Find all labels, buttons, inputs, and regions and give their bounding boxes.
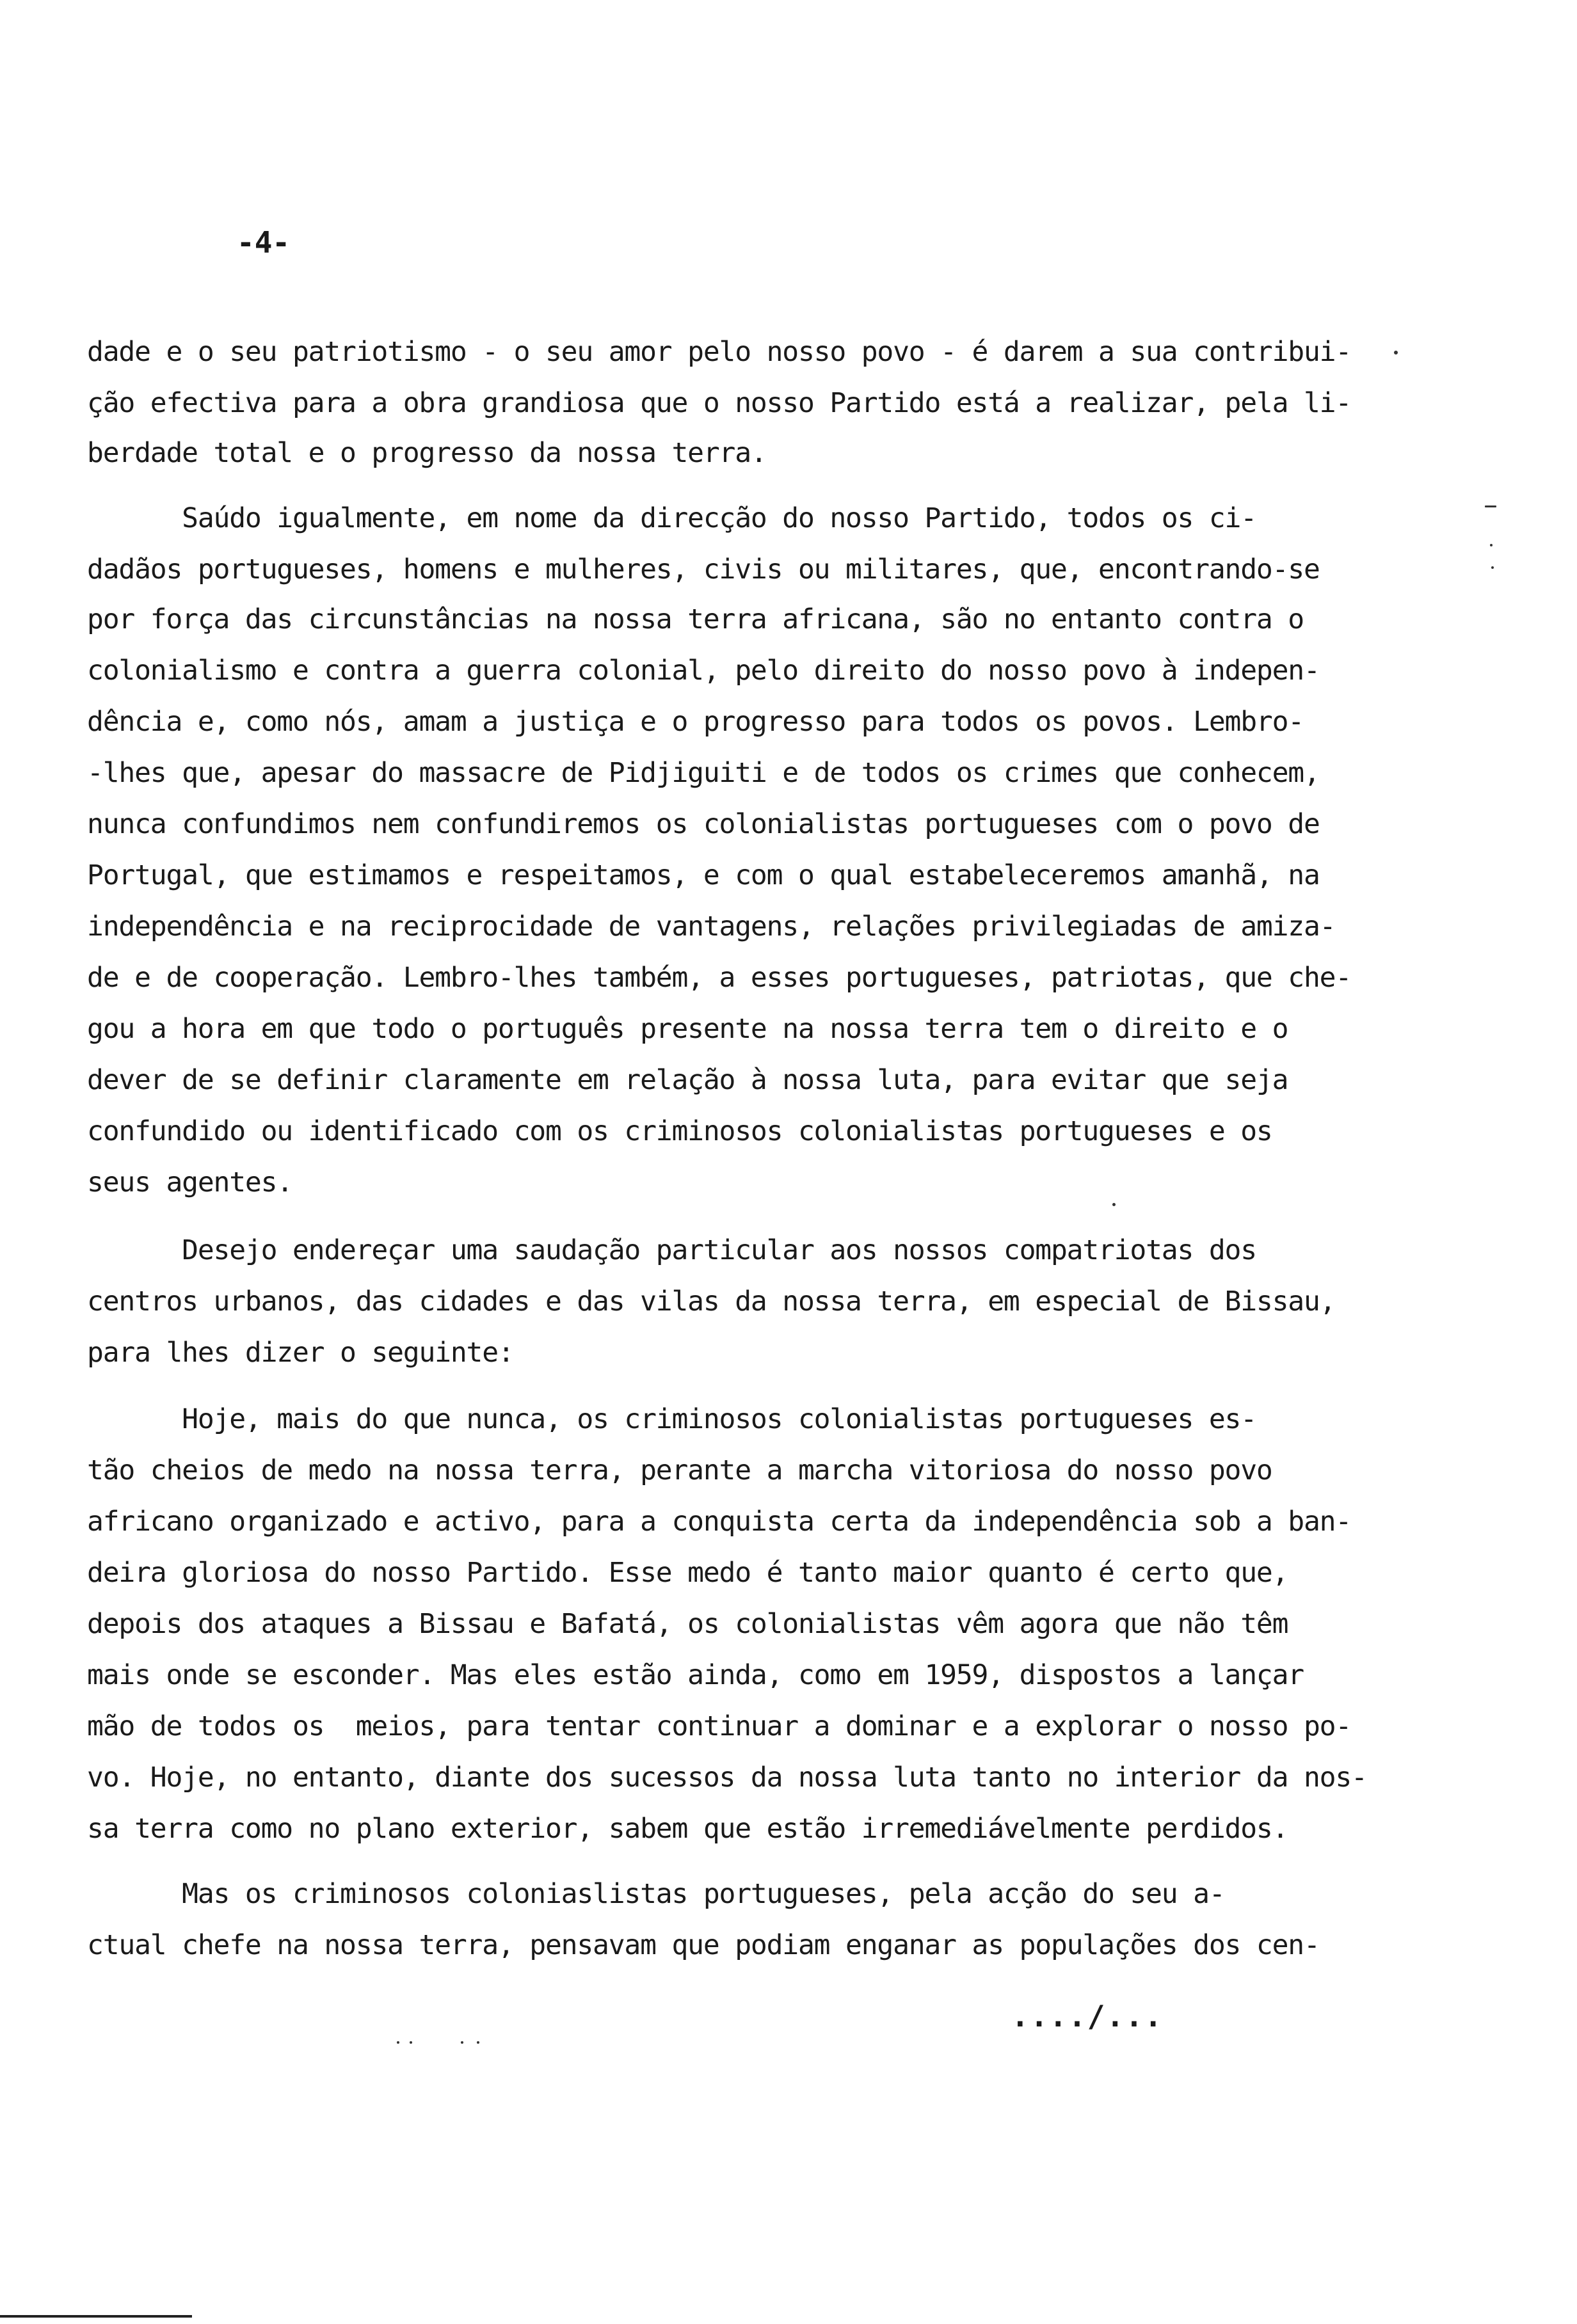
text-line: de e de cooperação. Lembro-lhes também, a esses portugueses, patriotas, que che- [87,962,1352,994]
text-line: seus agentes. [87,1166,292,1198]
text-line: depois dos ataques a Bissau e Bafatá, os colonialistas vêm agora que não têm [87,1608,1288,1640]
text-line: deira gloriosa do nosso Partido. Esse medo é tanto maior quanto é certo que, [87,1557,1288,1589]
scan-speck [1491,566,1494,569]
text-line: tão cheios de medo na nossa terra, perante a marcha vitoriosa do nosso povo [87,1454,1272,1486]
page-edge-rule [0,2315,192,2318]
scan-speck [410,2041,412,2044]
scan-speck [397,2041,399,2044]
text-line: colonialismo e contra a guerra colonial, pelo direito do nosso povo à indepen- [87,655,1320,687]
text-line: mão de todos os meios, para tentar continuar a dominar e a explorar o nosso po- [87,1710,1352,1742]
text-line: dade e o seu patriotismo - o seu amor pelo nosso povo - é darem a sua contribui- [87,336,1352,368]
text-line: berdade total e o progresso da nossa terra. [87,437,767,469]
text-line: centros urbanos, das cidades e das vilas da nossa terra, em especial de Bissau, [87,1285,1336,1317]
text-line: africano organizado e activo, para a conquista certa da independência sob a ban- [87,1506,1352,1538]
text-line: gou a hora em que todo o português presente na nossa terra tem o direito e o [87,1013,1288,1045]
text-line: Desejo endereçar uma saudação particular aos nossos compatriotas dos [87,1234,1256,1266]
text-line: confundido ou identificado com os criminosos colonialistas portugueses e os [87,1115,1272,1147]
text-line: Saúdo igualmente, em nome da direcção do nosso Partido, todos os ci- [87,502,1256,534]
text-line: por força das circunstâncias na nossa terra africana, são no entanto contra o [87,603,1304,635]
text-line: ctual chefe na nossa terra, pensavam que podiam enganar as populações dos cen- [87,1929,1320,1961]
text-line: independência e na reciprocidade de vantagens, relações privilegiadas de amiza- [87,911,1336,943]
text-line: -lhes que, apesar do massacre de Pidjiguiti e de todos os crimes que conhecem, [87,757,1320,789]
text-line: nunca confundimos nem confundiremos os colonialistas portugueses com o povo de [87,808,1320,840]
scan-speck [477,2041,479,2044]
text-line: Portugal, que estimamos e respeitamos, e com o qual estabeleceremos amanhã, na [87,859,1320,891]
text-line: mais onde se esconder. Mas eles estão ainda, como em 1959, dispostos a lançar [87,1659,1304,1691]
page-number: -4- [237,225,291,260]
continuation-mark: ..../... [1011,1999,1164,2034]
text-line: Mas os criminosos coloniaslistas portugueses, pela acção do seu a- [87,1878,1225,1910]
scan-speck [1490,544,1493,546]
text-line: ção efectiva para a obra grandiosa que o nosso Partido está a realizar, pela li- [87,387,1352,419]
scan-speck [1485,505,1496,507]
scan-speck [1394,351,1398,354]
text-line: sa terra como no plano exterior, sabem que estão irremediávelmente perdidos. [87,1813,1288,1845]
text-line: dever de se definir claramente em relação à nossa luta, para evitar que seja [87,1064,1288,1096]
text-line: vo. Hoje, no entanto, diante dos sucessos da nossa luta tanto no interior da nos- [87,1762,1367,1794]
text-line: Hoje, mais do que nunca, os criminosos colonialistas portugueses es- [87,1403,1256,1435]
text-line: dência e, como nós, amam a justiça e o progresso para todos os povos. Lembro- [87,706,1304,738]
text-line: dadãos portugueses, homens e mulheres, civis ou militares, que, encontrando-se [87,553,1320,585]
text-line: para lhes dizer o seguinte: [87,1337,514,1369]
scan-speck [1112,1203,1116,1206]
scan-speck [461,2041,463,2044]
